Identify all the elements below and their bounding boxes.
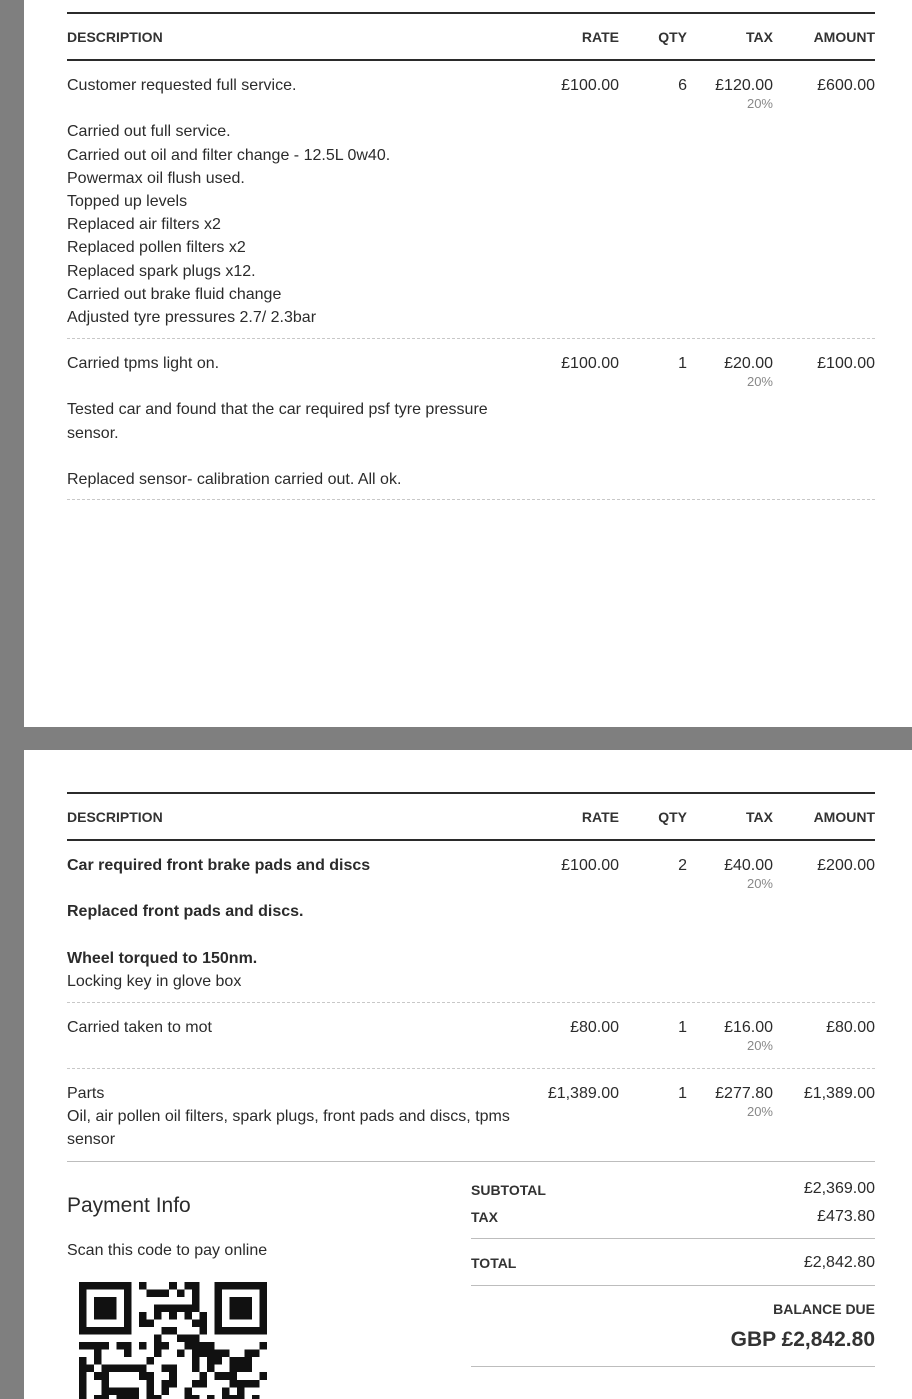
desc-line: Replaced pollen filters x2 [67, 239, 246, 257]
row-amount: £1,389.00 [803, 1085, 875, 1102]
header-tax: TAX [746, 809, 773, 825]
row-tax: £20.00 [724, 355, 773, 372]
row-qty: 1 [678, 355, 687, 372]
table-row [67, 1069, 875, 1162]
row-tax: £277.80 [715, 1085, 773, 1102]
summary-divider [471, 1366, 875, 1367]
row-tax-percent: 20% [746, 1038, 773, 1053]
total-value: £2,842.80 [803, 1254, 875, 1271]
invoice-page-2 [24, 750, 912, 1399]
header-amount: AMOUNT [813, 809, 875, 825]
header-qty: QTY [658, 809, 687, 825]
desc-line: Parts [67, 1085, 105, 1102]
desc-line: Powermax oil flush used. [67, 169, 245, 187]
balance-due-label: BALANCE DUE [773, 1301, 875, 1317]
row-qty: 1 [678, 1085, 687, 1102]
payment-info-title: Payment Info [67, 1194, 191, 1217]
header-description: DESCRIPTION [67, 29, 163, 45]
desc-line: Replaced air filters x2 [67, 216, 221, 234]
tax-value: £473.80 [817, 1208, 875, 1225]
row-amount: £100.00 [817, 355, 875, 372]
row-tax-percent: 20% [746, 876, 773, 891]
row-description [67, 1003, 537, 1039]
row-amount: £200.00 [817, 857, 875, 874]
subtotal-value: £2,369.00 [803, 1180, 875, 1197]
row-amount: £80.00 [826, 1019, 875, 1036]
desc-line: Replaced spark plugs x12. [67, 262, 256, 280]
row-description [67, 339, 537, 491]
header-description: DESCRIPTION [67, 809, 163, 825]
row-description [67, 841, 537, 993]
row-tax-percent: 20% [746, 374, 773, 389]
row-rate: £1,389.00 [547, 1085, 619, 1102]
row-qty: 2 [678, 857, 687, 874]
desc-line: Topped up levels [67, 193, 188, 210]
desc-line: Oil, air pollen oil filters, spark plugs, front pads and discs, tpms sensor [67, 1108, 510, 1149]
payment-qr-code[interactable] [79, 1282, 267, 1399]
header-qty: QTY [658, 29, 687, 45]
table-row [67, 61, 875, 339]
row-rate: £100.00 [561, 857, 619, 874]
desc-line: Car required front brake pads and discs [67, 857, 371, 874]
row-rate: £80.00 [570, 1019, 619, 1036]
line-items-table [67, 12, 875, 500]
desc-line: Carried tpms light on. [67, 355, 220, 372]
row-tax-percent: 20% [746, 96, 773, 111]
row-qty: 6 [678, 77, 687, 94]
desc-line: Adjusted tyre pressures 2.7/ 2.3bar [67, 309, 317, 327]
table-header [67, 792, 875, 841]
line-items-table [67, 792, 875, 1162]
desc-line: Locking key in glove box [67, 972, 242, 990]
header-rate: RATE [581, 29, 619, 45]
header-amount: AMOUNT [813, 29, 875, 45]
row-tax: £40.00 [724, 857, 773, 874]
balance-due-value: GBP £2,842.80 [730, 1328, 875, 1351]
table-row [67, 841, 875, 1003]
desc-line: Carried out brake fluid change [67, 285, 282, 303]
desc-line: Tested car and found that the car required psf tyre pressure sensor. [67, 401, 488, 442]
row-amount: £600.00 [817, 77, 875, 94]
row-rate: £100.00 [561, 355, 619, 372]
payment-info-subtitle: Scan this code to pay online [67, 1242, 268, 1259]
table-row [67, 1003, 875, 1069]
row-tax: £120.00 [715, 77, 773, 94]
total-label: TOTAL [471, 1255, 517, 1271]
row-description [67, 61, 537, 329]
desc-line: Replaced front pads and discs. [67, 903, 304, 921]
invoice-page-1 [24, 0, 912, 727]
table-header [67, 12, 875, 61]
summary-divider [471, 1285, 875, 1286]
desc-line: Customer requested full service. [67, 77, 297, 94]
table-row [67, 339, 875, 500]
desc-line: Carried taken to mot [67, 1019, 212, 1036]
header-tax: TAX [746, 29, 773, 45]
subtotal-label: SUBTOTAL [471, 1182, 546, 1198]
desc-line: Wheel torqued to 150nm. [67, 949, 258, 967]
desc-line: Carried out full service. [67, 123, 231, 141]
row-description [67, 1069, 537, 1152]
row-tax: £16.00 [724, 1019, 773, 1036]
row-qty: 1 [678, 1019, 687, 1036]
row-rate: £100.00 [561, 77, 619, 94]
desc-line: Carried out oil and filter change - 12.5L 0w40. [67, 146, 391, 164]
summary-divider [471, 1238, 875, 1239]
header-rate: RATE [581, 809, 619, 825]
desc-line: Replaced sensor- calibration carried out. All ok. [67, 470, 402, 488]
tax-label: TAX [471, 1209, 498, 1225]
row-tax-percent: 20% [746, 1104, 773, 1119]
